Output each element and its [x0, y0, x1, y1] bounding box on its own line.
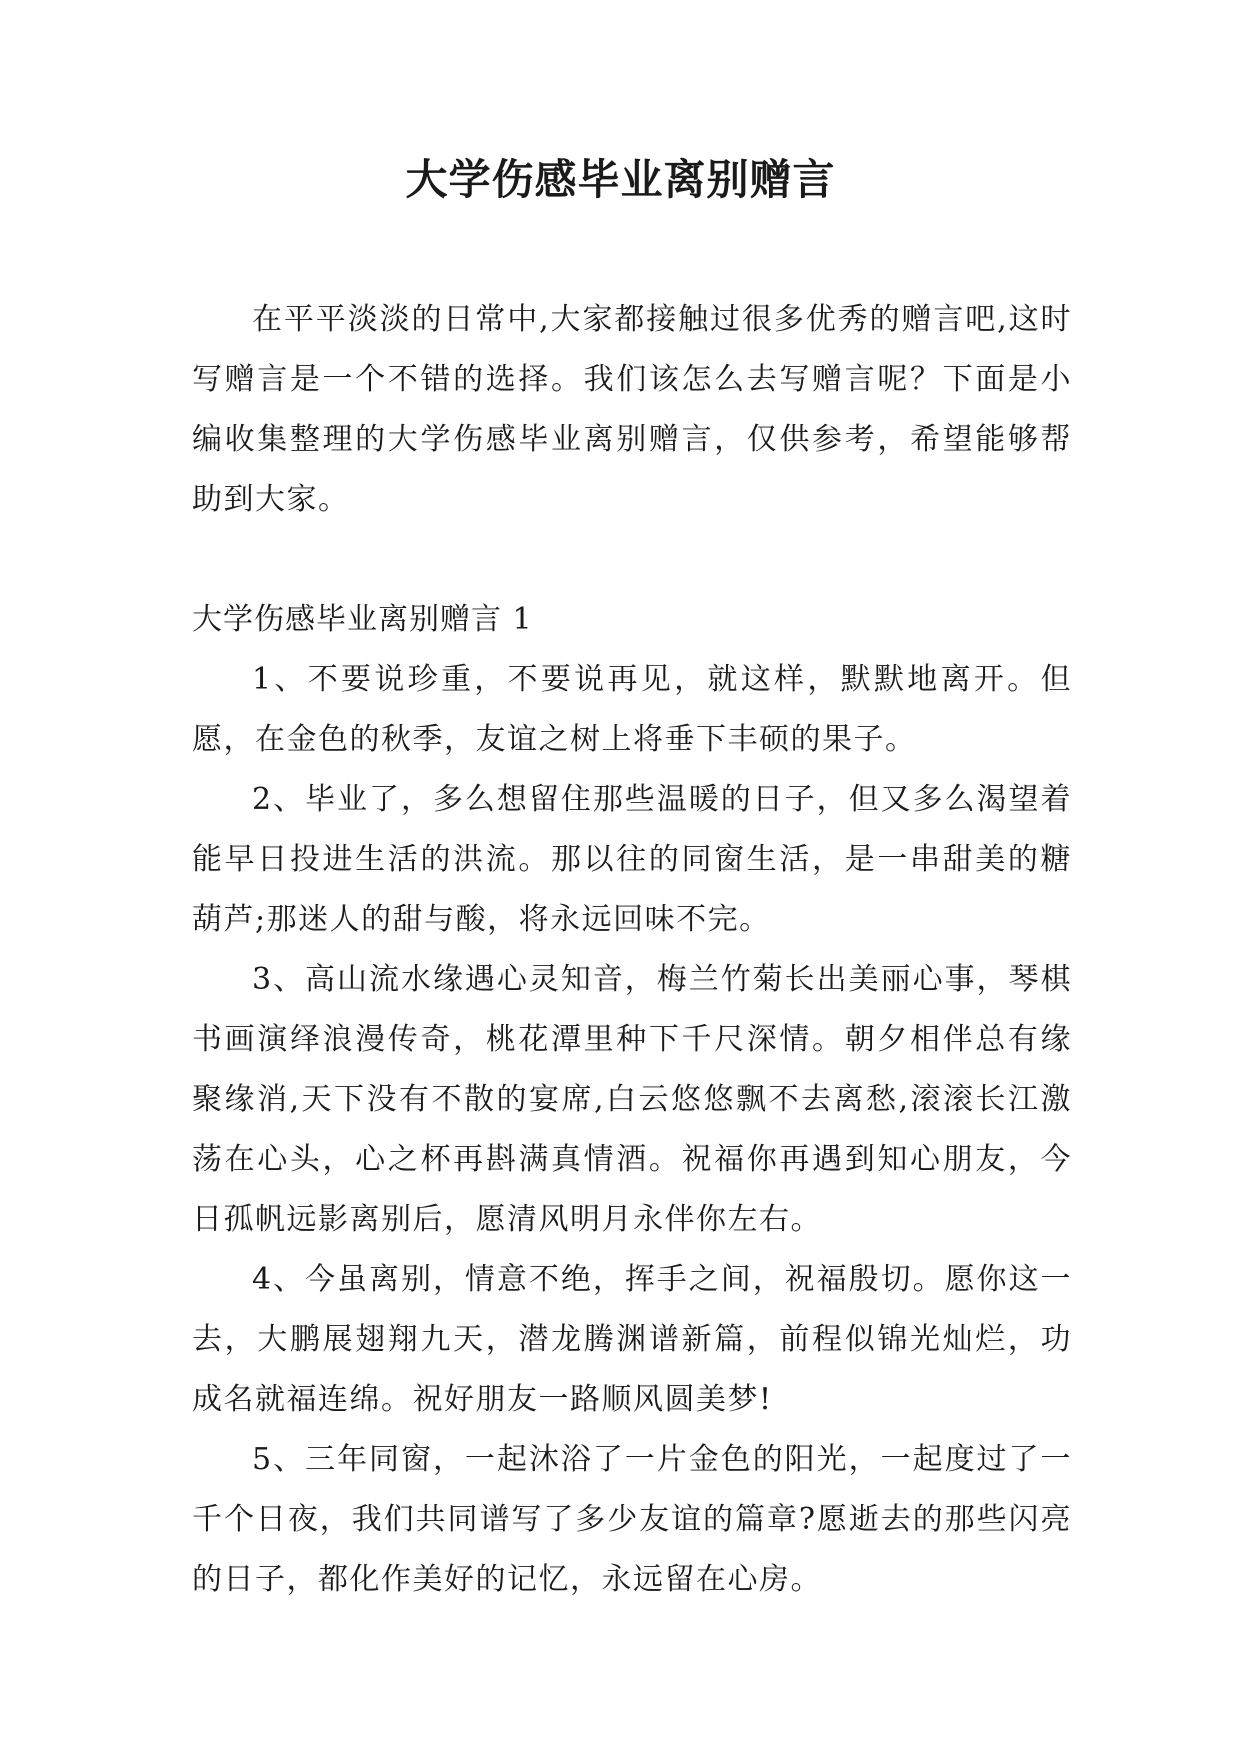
- list-item: 3、高山流水缘遇心灵知音，梅兰竹菊长出美丽心事，琴棋书画演绎浪漫传奇，桃花潭里种下千尺深情。朝夕相伴总有缘聚缘消,天下没有不散的宴席,白云悠悠飘不去离愁,滚滚长江激荡在心头，心之杯再斟满真情酒。祝福你再遇到知心朋友，今日孤帆远影离别后，愿清风明月永伴你左右。: [192, 962, 1072, 1237]
- list-item: 4、今虽离别，情意不绝，挥手之间，祝福殷切。愿你这一去，大鹏展翅翔九天，潜龙腾渊谱新篇，前程似锦光灿烂，功成名就福连绵。祝好朋友一路顺风圆美梦!: [192, 1262, 1072, 1417]
- section-heading: 大学伤感毕业离别赠言 1: [192, 602, 533, 637]
- intro-paragraph: 在平平淡淡的日常中,大家都接触过很多优秀的赠言吧,这时写赠言是一个不错的选择。我们该怎么去写赠言呢？下面是小编收集整理的大学伤感毕业离别赠言，仅供参考，希望能够帮助到大家。: [192, 302, 1072, 517]
- list-item: 1、不要说珍重，不要说再见，就这样，默默地离开。但愿，在金色的秋季，友谊之树上将垂下丰硕的果子。: [192, 662, 1072, 757]
- document-body: [192, 290, 1072, 1610]
- document-title: 大学伤感毕业离别赠言: [405, 155, 836, 204]
- list-item: 5、三年同窗，一起沐浴了一片金色的阳光，一起度过了一千个日夜，我们共同谱写了多少友谊的篇章?愿逝去的那些闪亮的日子，都化作美好的记忆，永远留在心房。: [192, 1442, 1072, 1597]
- list-item: 2、毕业了，多么想留住那些温暖的日子，但又多么渴望着能早日投进生活的洪流。那以往的同窗生活，是一串甜美的糖葫芦;那迷人的甜与酸，将永远回味不完。: [192, 782, 1072, 937]
